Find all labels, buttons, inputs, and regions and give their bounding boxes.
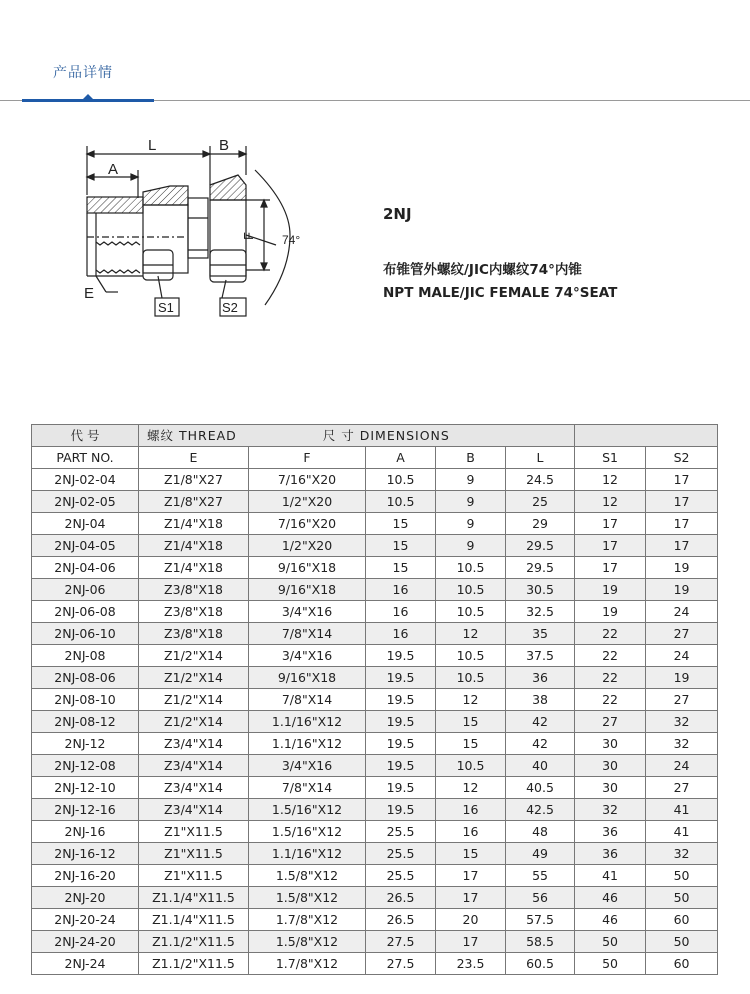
section-title: 产品详情 <box>53 65 113 81</box>
table-cell: 20 <box>436 909 506 931</box>
label-A: A <box>108 161 119 178</box>
table-cell: 36 <box>575 821 646 843</box>
table-cell: 2NJ-04 <box>32 513 139 535</box>
table-cell: 30 <box>575 733 646 755</box>
table-cell: 17 <box>646 535 718 557</box>
table-cell: 22 <box>575 645 646 667</box>
label-E: E <box>84 285 95 302</box>
table-cell: 2NJ-16-12 <box>32 843 139 865</box>
table-cell: 22 <box>575 623 646 645</box>
table-cell: 16 <box>436 821 506 843</box>
table-cell: 41 <box>646 821 718 843</box>
table-cell: 40.5 <box>506 777 575 799</box>
table-cell: Z1/8"X27 <box>139 491 249 513</box>
table-cell: 2NJ-04-06 <box>32 557 139 579</box>
table-cell: Z1/2"X14 <box>139 689 249 711</box>
spec-table <box>31 424 718 975</box>
table-cell: Z3/4"X14 <box>139 777 249 799</box>
table-cell: Z1"X11.5 <box>139 865 249 887</box>
table-cell: 15 <box>366 557 436 579</box>
table-cell: 2NJ-08-06 <box>32 667 139 689</box>
table-cell: Z3/4"X14 <box>139 733 249 755</box>
table-cell: 30 <box>575 755 646 777</box>
table-cell: 50 <box>575 931 646 953</box>
table-cell: 29.5 <box>506 535 575 557</box>
table-cell: 32 <box>646 711 718 733</box>
table-cell: Z1.1/4"X11.5 <box>139 887 249 909</box>
table-cell: 12 <box>575 469 646 491</box>
table-cell: 9 <box>436 491 506 513</box>
table-cell: 19.5 <box>366 755 436 777</box>
table-cell: 19 <box>575 579 646 601</box>
table-cell: 32 <box>646 733 718 755</box>
table-cell: 27 <box>646 623 718 645</box>
label-L: L <box>148 137 157 154</box>
table-cell: 36 <box>575 843 646 865</box>
table-cell: 27 <box>646 777 718 799</box>
col-header-e: E <box>139 447 249 469</box>
table-cell: Z1/2"X14 <box>139 667 249 689</box>
table-cell: 32.5 <box>506 601 575 623</box>
table-cell: 7/16"X20 <box>249 513 366 535</box>
table-cell: 22 <box>575 689 646 711</box>
table-cell: 19 <box>575 601 646 623</box>
table-cell: 29.5 <box>506 557 575 579</box>
table-cell: 55 <box>506 865 575 887</box>
table-cell: 10.5 <box>436 645 506 667</box>
table-cell: 24 <box>646 645 718 667</box>
table-cell: Z1.1/2"X11.5 <box>139 953 249 975</box>
table-cell: 9 <box>436 469 506 491</box>
table-cell: 10.5 <box>366 491 436 513</box>
table-row <box>32 535 718 557</box>
table-cell: 10.5 <box>366 469 436 491</box>
table-cell: 1.1/16"X12 <box>249 843 366 865</box>
table-cell: 30 <box>575 777 646 799</box>
table-cell: 27 <box>646 689 718 711</box>
table-cell: 12 <box>436 689 506 711</box>
table-cell: 2NJ-02-04 <box>32 469 139 491</box>
table-cell: 15 <box>366 513 436 535</box>
table-cell: 2NJ-02-05 <box>32 491 139 513</box>
table-cell: 23.5 <box>436 953 506 975</box>
table-cell: 2NJ-24-20 <box>32 931 139 953</box>
table-cell: 1.5/8"X12 <box>249 865 366 887</box>
table-cell: 24.5 <box>506 469 575 491</box>
table-cell: 60.5 <box>506 953 575 975</box>
table-cell: 15 <box>436 843 506 865</box>
table-cell: 15 <box>366 535 436 557</box>
table-cell: 27.5 <box>366 953 436 975</box>
table-cell: 19.5 <box>366 645 436 667</box>
table-cell: Z1"X11.5 <box>139 821 249 843</box>
table-cell: 2NJ-12-16 <box>32 799 139 821</box>
table-row <box>32 645 718 667</box>
table-cell: 17 <box>436 931 506 953</box>
table-row <box>32 579 718 601</box>
table-cell: 1.5/16"X12 <box>249 799 366 821</box>
table-cell: 16 <box>366 623 436 645</box>
table-cell: 25.5 <box>366 843 436 865</box>
table-cell: 17 <box>436 887 506 909</box>
table-cell: 41 <box>575 865 646 887</box>
table-cell: 9 <box>436 535 506 557</box>
header-accent-bar <box>22 99 154 102</box>
table-cell: 10.5 <box>436 579 506 601</box>
table-row <box>32 865 718 887</box>
table-cell: 57.5 <box>506 909 575 931</box>
table-row <box>32 843 718 865</box>
table-cell: 17 <box>575 557 646 579</box>
col-header-part-no: PART NO. <box>32 447 139 469</box>
table-cell: 50 <box>646 865 718 887</box>
table-cell: 19.5 <box>366 777 436 799</box>
table-cell: 25 <box>506 491 575 513</box>
table-cell: 17 <box>646 513 718 535</box>
table-cell: 2NJ-08-12 <box>32 711 139 733</box>
table-cell: Z1/8"X27 <box>139 469 249 491</box>
table-cell: 19.5 <box>366 733 436 755</box>
table-cell: 1/2"X20 <box>249 491 366 513</box>
table-cell: 19.5 <box>366 667 436 689</box>
table-row <box>32 513 718 535</box>
table-cell: 1.7/8"X12 <box>249 953 366 975</box>
table-cell: 16 <box>366 601 436 623</box>
col-header-f: F <box>249 447 366 469</box>
header-thread-dims-cell <box>139 425 575 447</box>
table-cell: 7/16"X20 <box>249 469 366 491</box>
product-description-cn: 布锥管外螺纹/JIC内螺纹74°内锥 <box>383 262 582 278</box>
table-cell: Z1/4"X18 <box>139 557 249 579</box>
table-cell: 56 <box>506 887 575 909</box>
table-cell: 10.5 <box>436 557 506 579</box>
table-cell: 19 <box>646 579 718 601</box>
table-cell: Z1/2"X14 <box>139 645 249 667</box>
table-header-row-columns <box>32 447 718 469</box>
table-cell: 9/16"X18 <box>249 557 366 579</box>
label-S1: S1 <box>158 300 174 315</box>
table-cell: 38 <box>506 689 575 711</box>
table-cell: 19 <box>646 557 718 579</box>
product-code: 2NJ <box>383 205 412 223</box>
table-cell: 10.5 <box>436 667 506 689</box>
table-row <box>32 755 718 777</box>
table-cell: 2NJ-08 <box>32 645 139 667</box>
table-cell: 48 <box>506 821 575 843</box>
table-cell: 37.5 <box>506 645 575 667</box>
table-cell: 1.1/16"X12 <box>249 711 366 733</box>
table-cell: 42 <box>506 711 575 733</box>
table-cell: 2NJ-06-10 <box>32 623 139 645</box>
table-cell: 60 <box>646 909 718 931</box>
table-cell: 17 <box>646 469 718 491</box>
table-row <box>32 887 718 909</box>
header-thread-label: 螺纹 THREAD <box>147 428 237 443</box>
table-cell: 58.5 <box>506 931 575 953</box>
table-cell: 22 <box>575 667 646 689</box>
table-cell: 46 <box>575 909 646 931</box>
table-cell: 2NJ-06-08 <box>32 601 139 623</box>
table-row <box>32 821 718 843</box>
table-cell: 25.5 <box>366 821 436 843</box>
table-cell: 17 <box>575 513 646 535</box>
col-header-b: B <box>436 447 506 469</box>
table-row <box>32 601 718 623</box>
table-cell: Z1.1/4"X11.5 <box>139 909 249 931</box>
table-cell: 32 <box>646 843 718 865</box>
table-cell: 2NJ-04-05 <box>32 535 139 557</box>
label-angle: 74° <box>282 233 301 247</box>
table-cell: 50 <box>646 887 718 909</box>
table-row <box>32 733 718 755</box>
table-row <box>32 909 718 931</box>
table-cell: 16 <box>436 799 506 821</box>
table-cell: 19.5 <box>366 799 436 821</box>
table-row <box>32 623 718 645</box>
table-cell: 1/2"X20 <box>249 535 366 557</box>
table-cell: 60 <box>646 953 718 975</box>
table-cell: 27.5 <box>366 931 436 953</box>
table-cell: 26.5 <box>366 909 436 931</box>
table-cell: 16 <box>366 579 436 601</box>
table-cell: 1.7/8"X12 <box>249 909 366 931</box>
table-cell: 24 <box>646 601 718 623</box>
table-row <box>32 557 718 579</box>
table-cell: 2NJ-16 <box>32 821 139 843</box>
table-cell: Z1/4"X18 <box>139 535 249 557</box>
table-cell: 42 <box>506 733 575 755</box>
table-cell: 1.5/8"X12 <box>249 931 366 953</box>
table-row <box>32 711 718 733</box>
table-cell: 24 <box>646 755 718 777</box>
product-description-en: NPT MALE/JIC FEMALE 74°SEAT <box>383 285 618 301</box>
label-F: F <box>241 232 256 240</box>
table-cell: Z3/4"X14 <box>139 799 249 821</box>
fitting-drawing <box>70 130 330 320</box>
table-cell: 1.5/8"X12 <box>249 887 366 909</box>
table-cell: 3/4"X16 <box>249 601 366 623</box>
header-code-cell: 代 号 <box>32 425 139 447</box>
label-B: B <box>219 137 230 154</box>
header-caret-icon <box>83 94 93 99</box>
table-cell: 19.5 <box>366 711 436 733</box>
table-cell: 17 <box>436 865 506 887</box>
table-cell: 2NJ-12-08 <box>32 755 139 777</box>
table-cell: 2NJ-06 <box>32 579 139 601</box>
table-cell: 9 <box>436 513 506 535</box>
table-cell: 2NJ-12-10 <box>32 777 139 799</box>
table-row <box>32 799 718 821</box>
table-cell: 50 <box>575 953 646 975</box>
table-row <box>32 469 718 491</box>
table-cell: 26.5 <box>366 887 436 909</box>
table-cell: 46 <box>575 887 646 909</box>
col-header-a: A <box>366 447 436 469</box>
table-cell: Z3/4"X14 <box>139 755 249 777</box>
table-cell: Z3/8"X18 <box>139 601 249 623</box>
table-cell: 12 <box>575 491 646 513</box>
table-cell: 29 <box>506 513 575 535</box>
table-row <box>32 689 718 711</box>
table-cell: 10.5 <box>436 755 506 777</box>
label-S2: S2 <box>222 300 238 315</box>
table-cell: Z1/4"X18 <box>139 513 249 535</box>
table-row <box>32 953 718 975</box>
table-cell: Z3/8"X18 <box>139 579 249 601</box>
table-cell: 19.5 <box>366 689 436 711</box>
table-cell: 17 <box>575 535 646 557</box>
table-row <box>32 667 718 689</box>
col-header-s2: S2 <box>646 447 718 469</box>
table-cell: 1.1/16"X12 <box>249 733 366 755</box>
table-cell: 25.5 <box>366 865 436 887</box>
table-cell: 7/8"X14 <box>249 689 366 711</box>
table-cell: Z3/8"X18 <box>139 623 249 645</box>
table-row <box>32 491 718 513</box>
table-cell: 49 <box>506 843 575 865</box>
header-empty-cell <box>575 425 718 447</box>
table-cell: 35 <box>506 623 575 645</box>
table-cell: 30.5 <box>506 579 575 601</box>
table-cell: 32 <box>575 799 646 821</box>
table-cell: 42.5 <box>506 799 575 821</box>
table-cell: 27 <box>575 711 646 733</box>
table-header-row-group <box>32 425 718 447</box>
table-row <box>32 931 718 953</box>
table-cell: Z1/2"X14 <box>139 711 249 733</box>
table-cell: 2NJ-12 <box>32 733 139 755</box>
header-dims-label: 尺 寸 DIMENSIONS <box>322 428 450 443</box>
table-cell: 36 <box>506 667 575 689</box>
table-cell: 3/4"X16 <box>249 645 366 667</box>
table-cell: 15 <box>436 733 506 755</box>
table-cell: 1.5/16"X12 <box>249 821 366 843</box>
table-cell: 2NJ-24 <box>32 953 139 975</box>
table-cell: 9/16"X18 <box>249 667 366 689</box>
table-cell: 9/16"X18 <box>249 579 366 601</box>
table-cell: Z1.1/2"X11.5 <box>139 931 249 953</box>
table-cell: 50 <box>646 931 718 953</box>
col-header-s1: S1 <box>575 447 646 469</box>
col-header-l: L <box>506 447 575 469</box>
table-cell: 12 <box>436 623 506 645</box>
table-cell: 41 <box>646 799 718 821</box>
table-cell: 17 <box>646 491 718 513</box>
table-cell: 10.5 <box>436 601 506 623</box>
table-cell: 2NJ-20-24 <box>32 909 139 931</box>
table-cell: 2NJ-20 <box>32 887 139 909</box>
table-row <box>32 777 718 799</box>
table-cell: 2NJ-08-10 <box>32 689 139 711</box>
table-cell: 15 <box>436 711 506 733</box>
table-cell: 40 <box>506 755 575 777</box>
table-cell: 7/8"X14 <box>249 623 366 645</box>
table-cell: 12 <box>436 777 506 799</box>
table-cell: 7/8"X14 <box>249 777 366 799</box>
table-cell: 19 <box>646 667 718 689</box>
table-cell: Z1"X11.5 <box>139 843 249 865</box>
table-cell: 2NJ-16-20 <box>32 865 139 887</box>
table-cell: 3/4"X16 <box>249 755 366 777</box>
